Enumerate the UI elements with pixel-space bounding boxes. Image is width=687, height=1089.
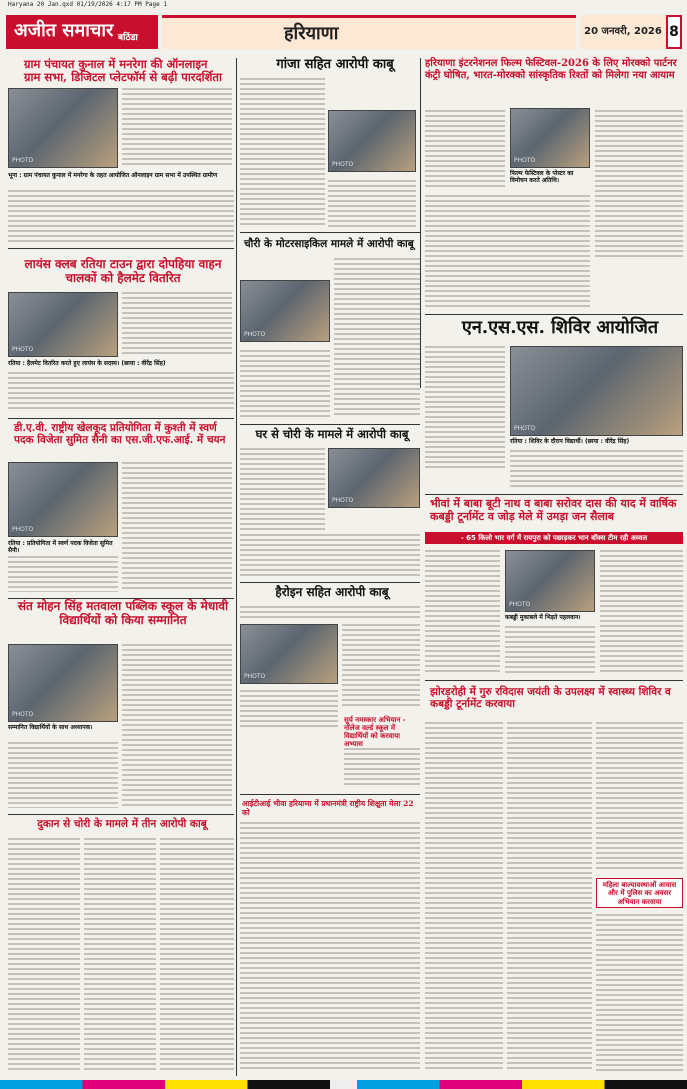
article-body	[122, 462, 232, 592]
headline-helmet: लायंस क्लब रतिया टाउन द्वारा दोपहिया वाहन चालकों को हैलमेट वितरित	[24, 257, 222, 285]
article-body	[334, 258, 420, 418]
article-body	[596, 722, 683, 872]
article-body	[8, 190, 234, 242]
headline-ravidas-jayanti: झोरड़रोही में गुरु रविदास जयंती के उपलक्ष्य में स्वास्थ्य शिविर व कबड्डी टूर्नामेंट करवाया	[430, 686, 671, 711]
caption-gram-sabha: भूना : ग्राम पंचायत कुनाल में मनरेगा के तहत आयोजित ऑनलाइन ग्राम सभा में उपस्थित ग्रामीण	[8, 172, 218, 179]
article-body	[240, 606, 420, 621]
edition-city: बठिंडा	[118, 33, 138, 43]
article-body	[425, 346, 505, 471]
photo-helmet-distribution: PHOTO	[8, 292, 118, 357]
article-body	[425, 550, 500, 675]
article-body	[425, 722, 503, 1072]
article-body	[510, 450, 683, 490]
headline-film-festival: हरियाणा इंटरनेशनल फिल्म फेस्टिवल-2026 के लिए मोरक्को पार्टनर कंट्री घोषित, भारत-मोरक्को सांस्कृतिक रिश्तों को मिलेगा नया आयाम	[425, 58, 677, 81]
column-rule	[420, 58, 421, 388]
photo-kabaddi-wrestlers: PHOTO	[505, 550, 595, 612]
box-headline: महिला बाल्यावस्थाओं आवास और में पुलिस का अवसर अभियान करवाया	[596, 878, 683, 908]
headline-dav-wrestling: डी.ए.वी. राष्ट्रीय खेलकूद प्रतियोगिता में कुश्ती में स्वर्ण पदक विजेता सुमित सैनी का एस.जी.एफ.आई. में चयन	[14, 422, 226, 447]
issue-date: 20 जनवरी, 2026	[580, 15, 666, 49]
caption-kabaddi: कबड्डी मुकाबले में भिड़ते पहलवान।	[505, 614, 581, 621]
caption-school: सम्मानित विद्यार्थियों के साथ अध्यापक।	[8, 724, 93, 731]
caption-helmet: रतिया : हैलमेट वितरित करते हुए लायंस के सदस्य। (छाया : वीरेंद्र सिंह)	[8, 360, 166, 367]
photo-heroin-accused: PHOTO	[240, 624, 338, 684]
article-body	[8, 372, 234, 412]
article-body	[328, 180, 416, 228]
article-body	[240, 350, 330, 418]
headline-motorcycle-theft: चौरी के मोटरसाइकिल मामले में आरोपी काबू	[244, 238, 414, 250]
divider	[425, 680, 683, 681]
headline-nss-camp: एन.एस.एस. शिविर आयोजित	[461, 317, 659, 338]
photo-ganja-accused: PHOTO	[328, 110, 416, 172]
photo-school-students: PHOTO	[8, 644, 118, 722]
kabaddi-subheading-banner: - 65 किलो भार वर्ग में रायपुरा को पछाड़कर भान बॉक्स टीम रही अव्वल	[425, 532, 683, 544]
article-body	[240, 534, 420, 576]
article-body	[425, 110, 505, 190]
masthead	[0, 12, 687, 52]
photo-film-festival: PHOTO	[510, 108, 590, 168]
divider	[425, 314, 683, 315]
headline-house-theft: घर से चोरी के मामले में आरोपी काबू	[255, 427, 409, 441]
photo-gram-sabha: PHOTO	[8, 88, 118, 168]
article-body	[122, 292, 232, 357]
column-rule	[236, 58, 237, 1076]
headline-surya-namaskar: सुर्य नमस्कार अभियान - नॉलेज वर्ल्ड स्कूल में विद्यार्थियों को करवाया अभ्यास	[344, 715, 406, 749]
headline-school-felicitation: संत मोहन सिंह मतवाला पब्लिक स्कूल के मेधावी विद्यार्थियों को किया सम्मानित	[17, 599, 229, 627]
photo-house-theft-accused: PHOTO	[328, 448, 420, 508]
article-body	[8, 556, 118, 592]
article-body	[160, 838, 234, 1072]
headline-kabaddi-tournament: भीवां में बाबा बूटी नाथ व बाबा सरोवर दास की याद में वार्षिक कबड्डी टूर्नामेंट व जोड़ मेले में उमड़ा जन सैलाब	[430, 497, 677, 523]
article-body	[425, 195, 590, 310]
article-body	[84, 838, 156, 1072]
caption-film: फिल्म फेस्टिवल के पोस्टर का विमोचन करते अतिथि।	[510, 170, 574, 185]
newspaper-title: अजीत समाचार	[14, 20, 114, 41]
divider	[240, 794, 420, 795]
photo-nss-camp: PHOTO	[510, 346, 683, 436]
article-body	[505, 626, 595, 674]
article-body	[342, 624, 420, 709]
divider	[240, 232, 420, 233]
article-body	[240, 822, 420, 1072]
divider	[240, 424, 420, 425]
section-bar	[162, 15, 576, 49]
divider	[240, 582, 420, 583]
article-body	[507, 722, 592, 1072]
article-body	[8, 838, 80, 1072]
photo-sumit-saini: PHOTO	[8, 462, 118, 537]
article-body	[122, 644, 232, 808]
newspaper-logo	[6, 15, 158, 49]
article-body	[240, 690, 338, 730]
article-body	[595, 110, 683, 260]
article-body	[240, 78, 325, 228]
caption-nss: रतिया : शिविर के दौरान विद्यार्थी। (छाया : वीरेंद्र सिंह)	[510, 438, 630, 445]
headline-shop-theft: दुकान से चोरी के मामले में तीन आरोपी काबू	[37, 818, 207, 830]
article-body	[8, 742, 118, 808]
headline-ganja: गांजा सहित आरोपी काबू	[276, 57, 394, 72]
divider	[8, 418, 234, 419]
section-title: हरियाणा	[284, 23, 339, 44]
divider	[425, 494, 683, 495]
divider	[8, 814, 234, 815]
article-body	[240, 448, 325, 530]
article-body	[596, 914, 683, 1072]
headline-heroin: हैरोइन सहित आरोपी काबू	[275, 585, 389, 599]
article-body	[122, 88, 232, 168]
article-body	[344, 748, 420, 788]
caption-sumit: रतिया : प्रतियोगिता में स्वर्ण पदक विजेता सुमित सैनी।	[8, 540, 113, 555]
article-body	[600, 550, 683, 675]
print-slug-line: Haryana 20 Jan.qxd 01/19/2026 4:17 PM Page 1	[8, 1, 167, 8]
divider	[8, 248, 234, 249]
photo-motorcycle-accused: PHOTO	[240, 280, 330, 342]
headline-gram-sabha: ग्राम पंचायत कुनाल में मनरेगा की ऑनलाइन ग्राम सभा, डिजिटल प्लेटफॉर्म से बढ़ी पारदर्शिता	[24, 57, 222, 85]
color-registration-strip	[0, 1080, 687, 1089]
headline-iti-apprenticeship: आईटीआई भीवा हरियाणा में प्रधानमंत्री राष्ट्रीय शिक्षुता मेला 22 को	[242, 799, 414, 817]
page-number: 8	[666, 15, 682, 49]
